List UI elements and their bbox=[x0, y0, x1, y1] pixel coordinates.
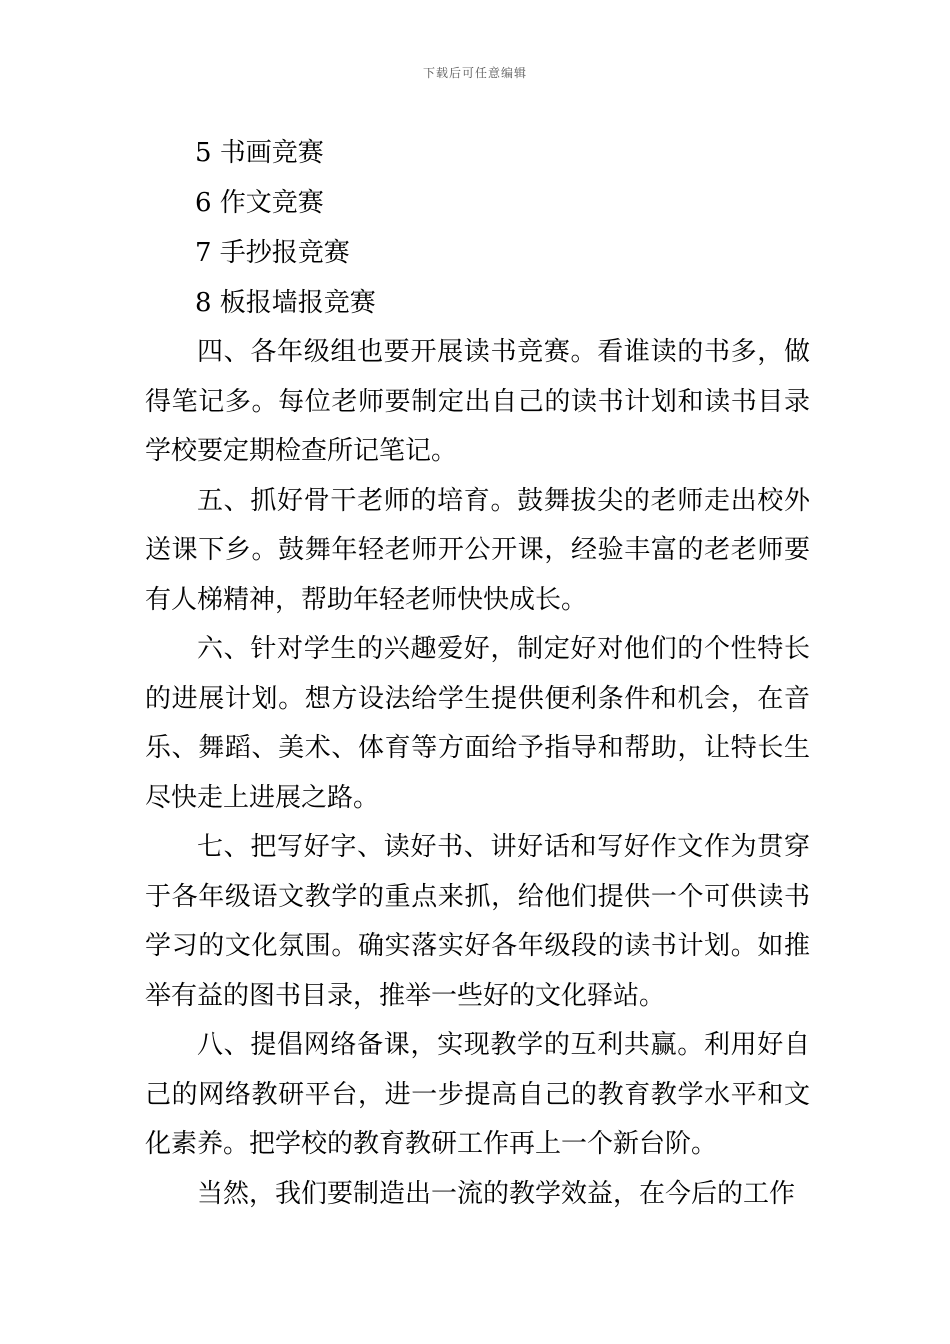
list-item: 5 书画竞赛 bbox=[195, 138, 324, 168]
paragraph: 八、提倡网络备课，实现教学的互利共赢。利用好自己的网络教研平台，进一步提高自己的教育教学水平和文化素养。把学校的教育教研工作再上一个新台阶。 bbox=[145, 1030, 810, 1159]
list-item: 8 板报墙报竞赛 bbox=[195, 288, 376, 318]
paragraph: 四、各年级组也要开展读书竞赛。看谁读的书多，做得笔记多。每位老师要制定出自己的读书计划和读书目录学校要定期检查所记笔记。 bbox=[145, 337, 810, 466]
page-header: 下载后可任意编辑 bbox=[422, 66, 527, 80]
paragraph: 七、把写好字、读好书、讲好话和写好作文作为贯穿于各年级语文教学的重点来抓，给他们提供一个可供读书学习的文化氛围。确实落实好各年级段的读书计划。如推举有益的图书目录，推举一些好的文化驿站。 bbox=[145, 832, 810, 1011]
document-body bbox=[145, 128, 810, 1219]
paragraph: 六、针对学生的兴趣爱好，制定好对他们的个性特长的进展计划。想方设法给学生提供便利条件和机会，在音乐、舞蹈、美术、体育等方面给予指导和帮助，让特长生尽快走上进展之路。 bbox=[145, 634, 810, 813]
paragraph: 五、抓好骨干老师的培育。鼓舞拔尖的老师走出校外送课下乡。鼓舞年轻老师开公开课，经验丰富的老老师要有人梯精神，帮助年轻老师快快成长。 bbox=[145, 485, 810, 615]
list-item: 7 手抄报竞赛 bbox=[195, 238, 350, 268]
list-item: 6 作文竞赛 bbox=[195, 188, 324, 218]
paragraph: 当然，我们要制造出一流的教学效益，在今后的工作 bbox=[197, 1178, 796, 1209]
